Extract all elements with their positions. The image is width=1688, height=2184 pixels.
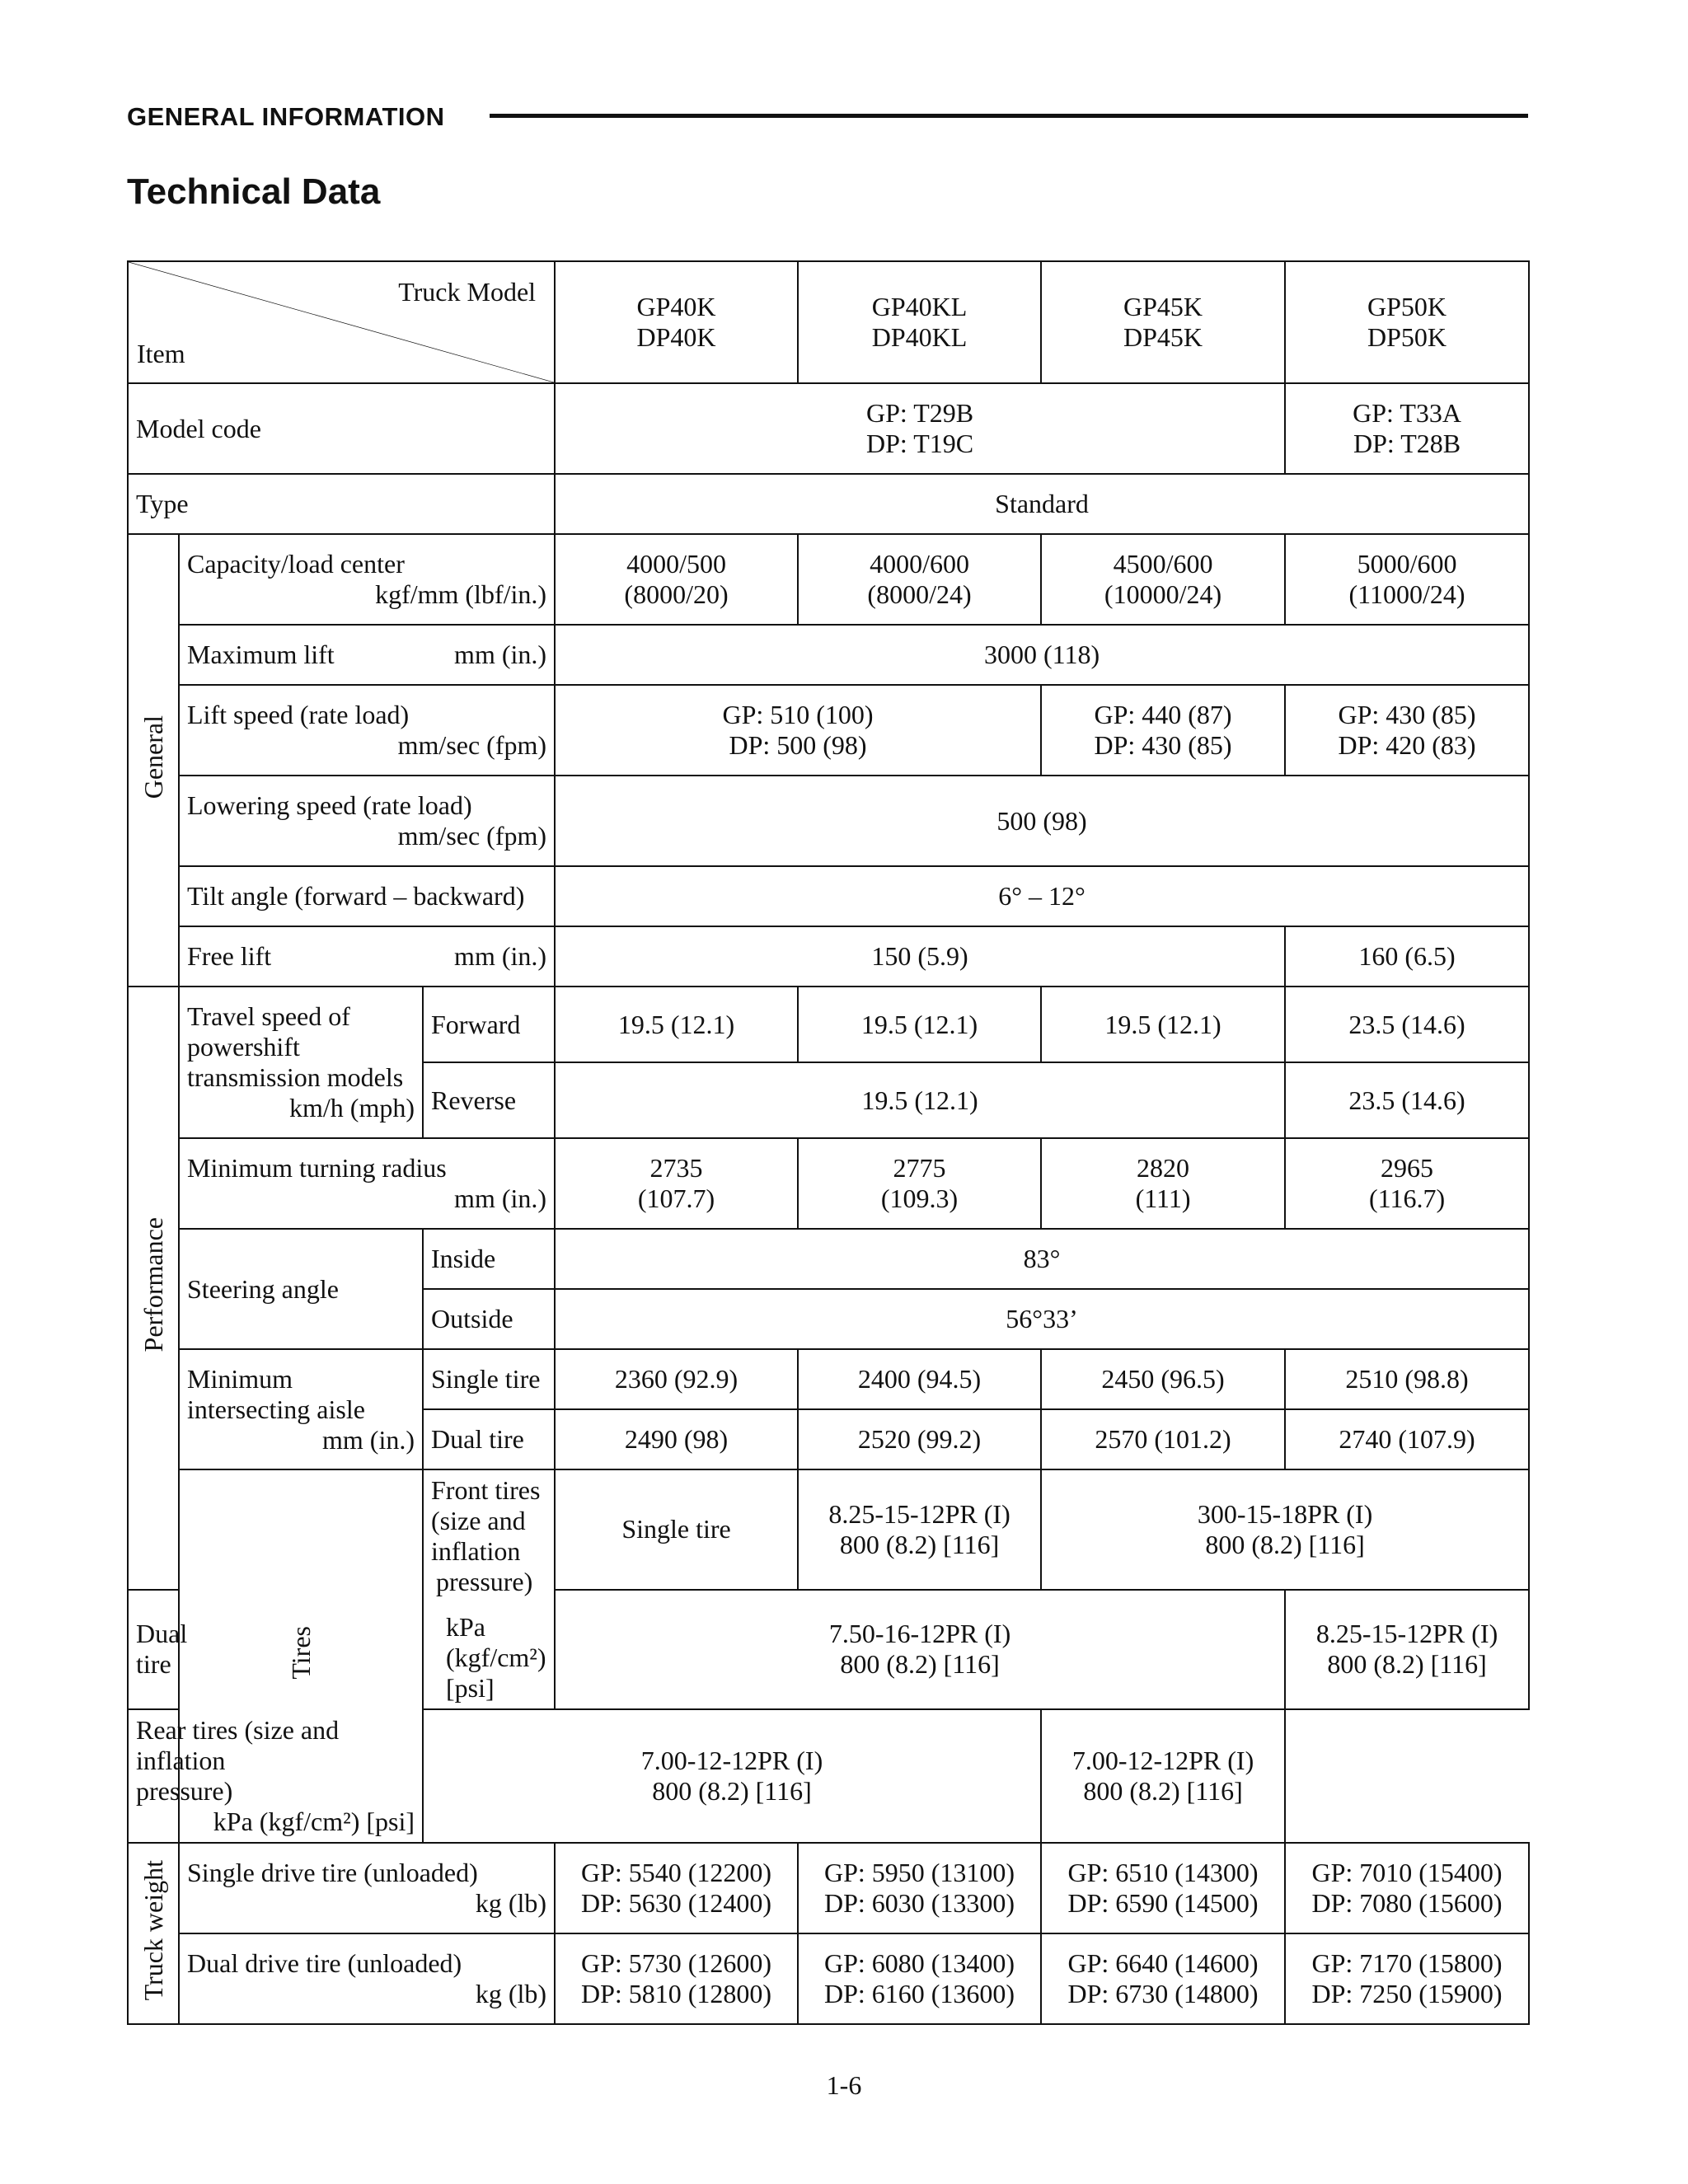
cell-value: 500 (98) [555,776,1529,866]
row-label: Lift speed (rate load) mm/sec (fpm) [179,685,555,776]
page-number: 1-6 [826,2070,862,2100]
row-label: Model code [128,383,555,474]
cell-value: GP: 6510 (14300) DP: 6590 (14500) [1041,1843,1285,1933]
model-header: GP45K DP45K [1041,261,1285,383]
cell-value: GP: 510 (100) DP: 500 (98) [555,685,1041,776]
table-row [128,866,1529,926]
sub-label: Inside [423,1229,555,1289]
sub-label: Forward [423,987,555,1062]
sub-label: Outside [423,1289,555,1349]
table-row [128,1229,1529,1289]
cell-value: 2735 (107.7) [555,1138,798,1229]
cell-value: 8.25-15-12PR (I) 800 (8.2) [116] [1285,1590,1529,1710]
cell-value: 23.5 (14.6) [1285,1062,1529,1138]
group-label-truck-weight: Truck weight [128,1843,179,2024]
table-row [128,534,1529,625]
row-label: Free lift mm (in.) [179,926,555,987]
row-label: Rear tires (size and inflation pressure) kPa (kgf/cm²) [psi] [128,1709,423,1843]
cell-value: GP: 7170 (15800) DP: 7250 (15900) [1285,1933,1529,2024]
corner-truck-model: Truck Model [398,277,537,307]
cell-value: 2570 (101.2) [1041,1409,1285,1469]
sub-label: Single tire [555,1469,798,1590]
table-header-row [128,261,1529,383]
table-row [128,1349,1529,1409]
group-label-tires: Tires [179,1469,423,1843]
table-row [128,474,1529,534]
table-row [128,685,1529,776]
cell-value: 56°33’ [555,1289,1529,1349]
row-label: Maximum lift mm (in.) [179,625,555,685]
table-row [128,625,1529,685]
cell-value: GP: T29B DP: T19C [555,383,1285,474]
cell-value: GP: 5540 (12200) DP: 5630 (12400) [555,1843,798,1933]
cell-value: 23.5 (14.6) [1285,987,1529,1062]
technical-data-table [127,260,1530,2025]
cell-value: 7.00-12-12PR (I) 800 (8.2) [116] [1041,1709,1285,1843]
row-label: Front tires (size and inflation pressure) kPa (kgf/cm²) [psi] [423,1469,555,1709]
corner-item: Item [137,339,185,368]
cell-value: Standard [555,474,1529,534]
cell-value: GP: 440 (87) DP: 430 (85) [1041,685,1285,776]
table-row [128,1138,1529,1229]
cell-value: GP: 6080 (13400) DP: 6160 (13600) [798,1933,1041,2024]
cell-value: GP: 5950 (13100) DP: 6030 (13300) [798,1843,1041,1933]
model-header: GP40K DP40K [555,261,798,383]
cell-value: 7.00-12-12PR (I) 800 (8.2) [116] [423,1709,1041,1843]
cell-value: 2775 (109.3) [798,1138,1041,1229]
group-label-general: General [128,534,179,987]
row-label: Dual drive tire (unloaded) kg (lb) [179,1933,555,2024]
row-label: Lowering speed (rate load) mm/sec (fpm) [179,776,555,866]
cell-value: 2360 (92.9) [555,1349,798,1409]
sub-label: Dual tire [423,1409,555,1469]
sub-label: Reverse [423,1062,555,1138]
cell-value: 7.50-16-12PR (I) 800 (8.2) [116] [555,1590,1285,1710]
cell-value: 2510 (98.8) [1285,1349,1529,1409]
row-label: Travel speed of powershift transmission models km/h (mph) [179,987,423,1138]
table-row [128,926,1529,987]
table-row [128,1469,1529,1590]
cell-value: 19.5 (12.1) [798,987,1041,1062]
cell-value: GP: T33A DP: T28B [1285,383,1529,474]
group-label-performance: Performance [128,987,179,1590]
cell-value: GP: 430 (85) DP: 420 (83) [1285,685,1529,776]
cell-value: 4000/600 (8000/24) [798,534,1041,625]
cell-value: 3000 (118) [555,625,1529,685]
row-label: Minimum intersecting aisle mm (in.) [179,1349,423,1469]
cell-value: 19.5 (12.1) [1041,987,1285,1062]
cell-value: 2820 (111) [1041,1138,1285,1229]
row-label: Tilt angle (forward – backward) [179,866,555,926]
cell-value: 4500/600 (10000/24) [1041,534,1285,625]
cell-value: 6° – 12° [555,866,1529,926]
cell-value: 8.25-15-12PR (I) 800 (8.2) [116] [798,1469,1041,1590]
table-row [128,1933,1529,2024]
row-label: Minimum turning radius mm (in.) [179,1138,555,1229]
table-row [128,776,1529,866]
model-header: GP40KL DP40KL [798,261,1041,383]
cell-value: 2450 (96.5) [1041,1349,1285,1409]
cell-value: 2965 (116.7) [1285,1138,1529,1229]
cell-value: 83° [555,1229,1529,1289]
sub-label: Single tire [423,1349,555,1409]
section-header-text: GENERAL INFORMATION [127,102,445,131]
row-label: Type [128,474,555,534]
section-header-rule [490,114,1528,118]
cell-value: 2740 (107.9) [1285,1409,1529,1469]
section-header [127,99,1528,135]
table-row [128,1709,1529,1843]
cell-value: 19.5 (12.1) [555,1062,1285,1138]
cell-value: 2400 (94.5) [798,1349,1041,1409]
cell-value: GP: 6640 (14600) DP: 6730 (14800) [1041,1933,1285,2024]
cell-value: 19.5 (12.1) [555,987,798,1062]
row-label: Single drive tire (unloaded) kg (lb) [179,1843,555,1933]
corner-cell [128,261,555,383]
sub-label: Dual tire [128,1590,179,1710]
cell-value: 4000/500 (8000/20) [555,534,798,625]
cell-value: 300-15-18PR (I) 800 (8.2) [116] [1041,1469,1529,1590]
table-row [128,383,1529,474]
cell-value: 2490 (98) [555,1409,798,1469]
cell-value: 150 (5.9) [555,926,1285,987]
cell-value: 160 (6.5) [1285,926,1529,987]
table-row [128,987,1529,1062]
cell-value: GP: 5730 (12600) DP: 5810 (12800) [555,1933,798,2024]
page-title: Technical Data [127,171,381,212]
cell-value: GP: 7010 (15400) DP: 7080 (15600) [1285,1843,1529,1933]
cell-value: 5000/600 (11000/24) [1285,534,1529,625]
table-row [128,1843,1529,1933]
row-label: Steering angle [179,1229,423,1349]
row-label: Capacity/load center kgf/mm (lbf/in.) [179,534,555,625]
model-header: GP50K DP50K [1285,261,1529,383]
cell-value: 2520 (99.2) [798,1409,1041,1469]
